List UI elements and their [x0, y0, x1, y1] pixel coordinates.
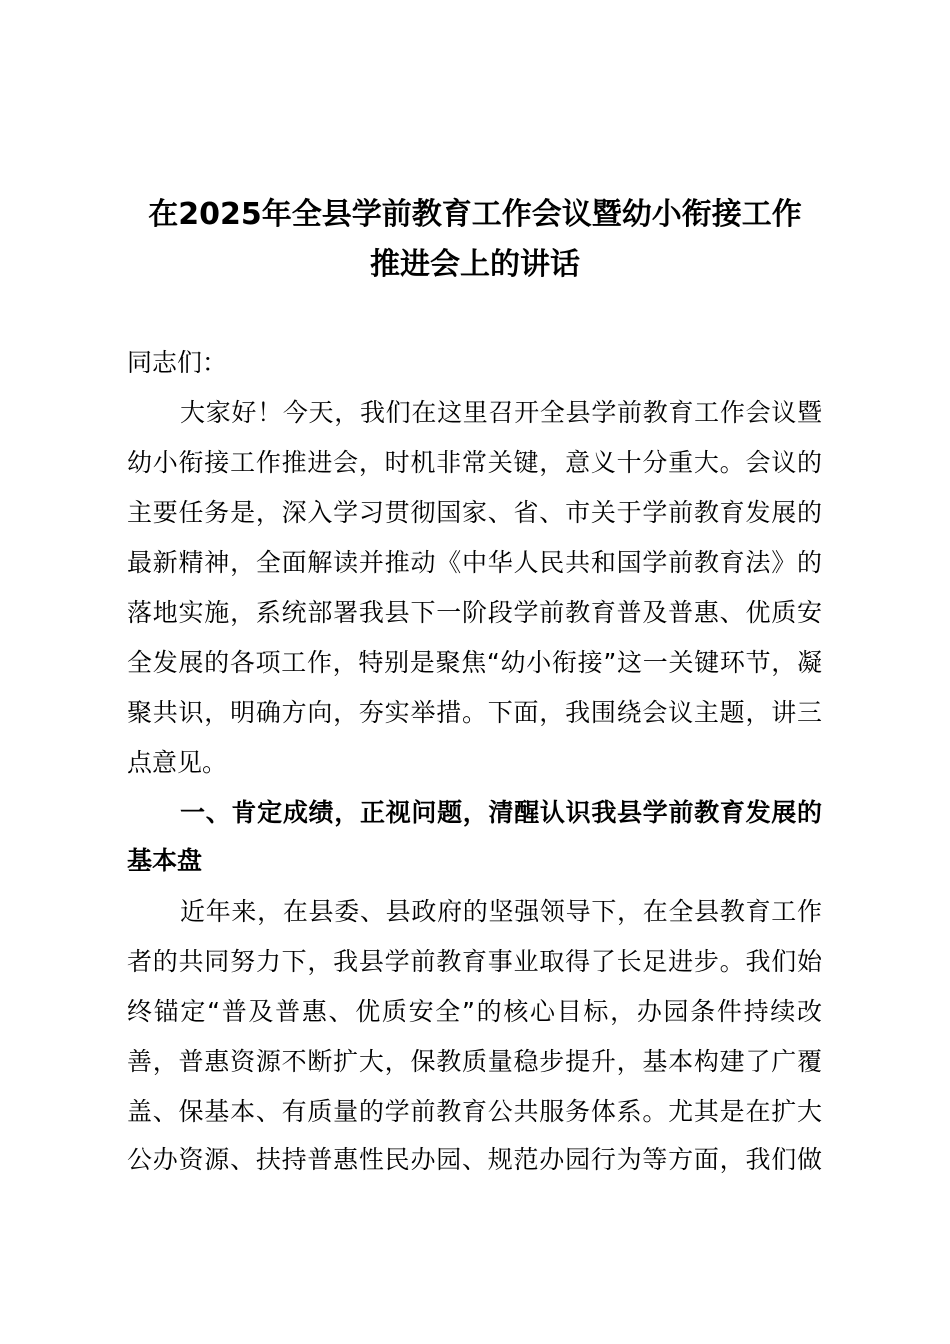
- text-line: 主要任务是，深入学习贯彻国家、省、市关于学前教育发展的: [127, 498, 822, 527]
- title-line: 在2025年全县学前教育工作会议暨幼小衔接工作: [148, 197, 802, 232]
- text-line: 最新精神，全面解读并推动《中华人民共和国学前教育法》的: [127, 548, 822, 577]
- text-line: 者的共同努力下，我县学前教育事业取得了长足进步。我们始: [127, 947, 822, 976]
- text-line: 公办资源、扶持普惠性民办园、规范办园行为等方面，我们做: [127, 1145, 822, 1174]
- text-line: 幼小衔接工作推进会，时机非常关键，意义十分重大。会议的: [127, 448, 822, 477]
- text-line: 落地实施，系统部署我县下一阶段学前教育普及普惠、优质安: [127, 598, 822, 627]
- text-line: 近年来，在县委、县政府的坚强领导下，在全县教育工作: [180, 897, 822, 926]
- text-line: 点意见。: [127, 748, 228, 777]
- title-line: 推进会上的讲话: [370, 247, 580, 282]
- text-line: 终锚定“普及普惠、优质安全”的核心目标，办园条件持续改: [127, 997, 822, 1026]
- text-line: 全发展的各项工作，特别是聚焦“幼小衔接”这一关键环节，凝: [127, 648, 822, 677]
- text-line: 大家好！今天，我们在这里召开全县学前教育工作会议暨: [180, 398, 822, 427]
- heading-line: 基本盘: [127, 846, 203, 875]
- heading-line: 一、肯定成绩，正视问题，清醒认识我县学前教育发展的: [180, 798, 822, 827]
- greeting: 同志们：: [127, 348, 228, 377]
- text-line: 聚共识，明确方向，夯实举措。下面，我围绕会议主题，讲三: [127, 698, 822, 727]
- text-line: 盖、保基本、有质量的学前教育公共服务体系。尤其是在扩大: [127, 1097, 822, 1126]
- text-line: 善，普惠资源不断扩大，保教质量稳步提升，基本构建了广覆: [127, 1047, 822, 1076]
